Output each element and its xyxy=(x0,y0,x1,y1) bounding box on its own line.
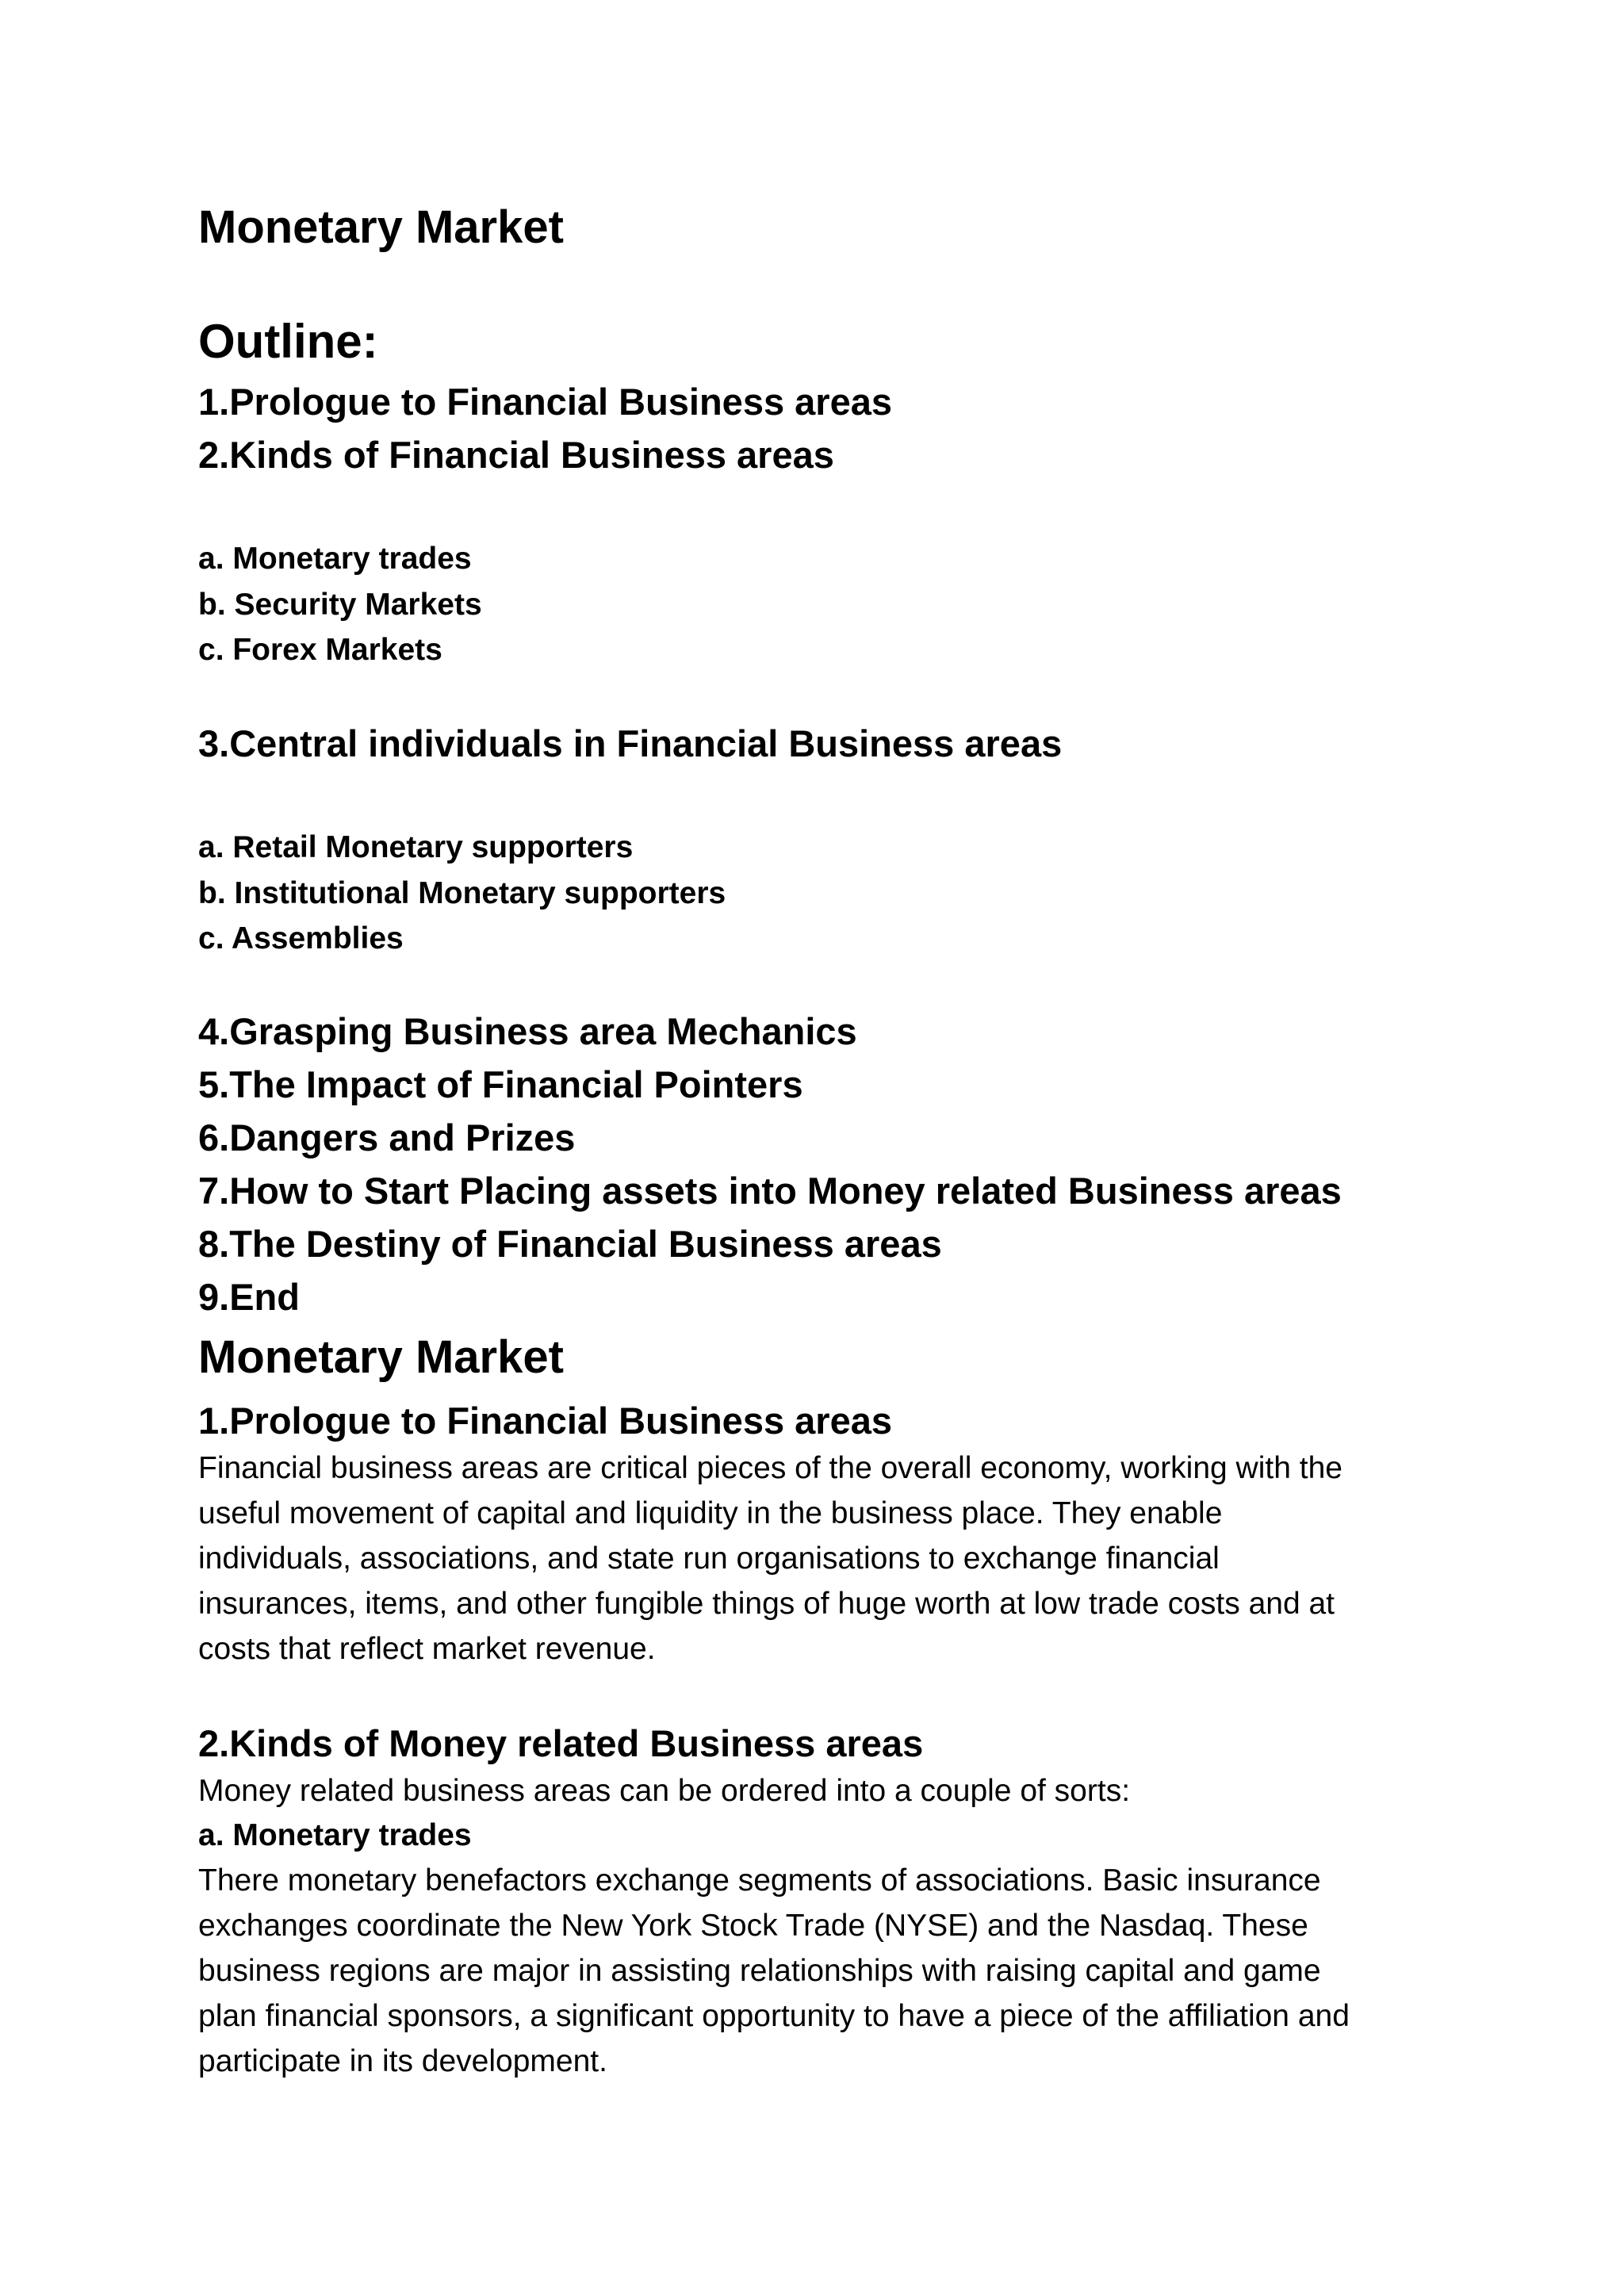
outline-item-4: 4.Grasping Business area Mechanics xyxy=(198,1010,857,1052)
section-2a-line: plan financial sponsors, a significant opportunity to have a piece of the affiliation and xyxy=(198,1999,1350,2033)
section-2a-line: participate in its development. xyxy=(198,2044,607,2078)
outline-subitem-2b: b. Security Markets xyxy=(198,588,482,622)
outline-subitem-3c: c. Assemblies xyxy=(198,921,404,956)
outline-subitem-2c: c. Forex Markets xyxy=(198,633,442,667)
section-1-line: costs that reflect market revenue. xyxy=(198,1632,656,1666)
outline-item-6: 6.Dangers and Prizes xyxy=(198,1116,576,1158)
outline-item-2: 2.Kinds of Financial Business areas xyxy=(198,434,834,476)
section-1-line: Financial business areas are critical pieces of the overall economy, working with the xyxy=(198,1451,1342,1485)
outline-subitem-3a: a. Retail Monetary supporters xyxy=(198,830,634,864)
outline-item-5: 5.The Impact of Financial Pointers xyxy=(198,1063,803,1105)
section-2a-line: There monetary benefactors exchange segments of associations. Basic insurance xyxy=(198,1863,1321,1898)
outline-subitem-2a: a. Monetary trades xyxy=(198,542,472,576)
section-2a-line: business regions are major in assisting relationships with raising capital and game xyxy=(198,1954,1321,1988)
body-title: Monetary Market xyxy=(198,1331,564,1383)
outline-heading: Outline: xyxy=(198,315,378,368)
section-1-line: individuals, associations, and state run organisations to exchange financial xyxy=(198,1541,1220,1576)
section-2-heading: 2.Kinds of Money related Business areas xyxy=(198,1722,924,1764)
outline-item-9: 9.End xyxy=(198,1276,300,1318)
outline-item-3: 3.Central individuals in Financial Business areas xyxy=(198,722,1063,764)
outline-item-1: 1.Prologue to Financial Business areas xyxy=(198,381,893,423)
section-1-line: insurances, items, and other fungible things of huge worth at low trade costs and at xyxy=(198,1587,1335,1621)
section-2a-line: exchanges coordinate the New York Stock Trade (NYSE) and the Nasdaq. These xyxy=(198,1909,1308,1943)
section-1-heading: 1.Prologue to Financial Business areas xyxy=(198,1400,893,1442)
outline-item-7: 7.How to Start Placing assets into Money related Business areas xyxy=(198,1170,1342,1212)
outline-item-8: 8.The Destiny of Financial Business areas xyxy=(198,1223,942,1265)
section-2-intro: Money related business areas can be ordered into a couple of sorts: xyxy=(198,1774,1131,1808)
outline-subitem-3b: b. Institutional Monetary supporters xyxy=(198,876,726,910)
section-2a-heading: a. Monetary trades xyxy=(198,1818,472,1852)
section-1-line: useful movement of capital and liquidity in the business place. They enable xyxy=(198,1496,1223,1530)
document-title: Monetary Market xyxy=(198,201,564,253)
